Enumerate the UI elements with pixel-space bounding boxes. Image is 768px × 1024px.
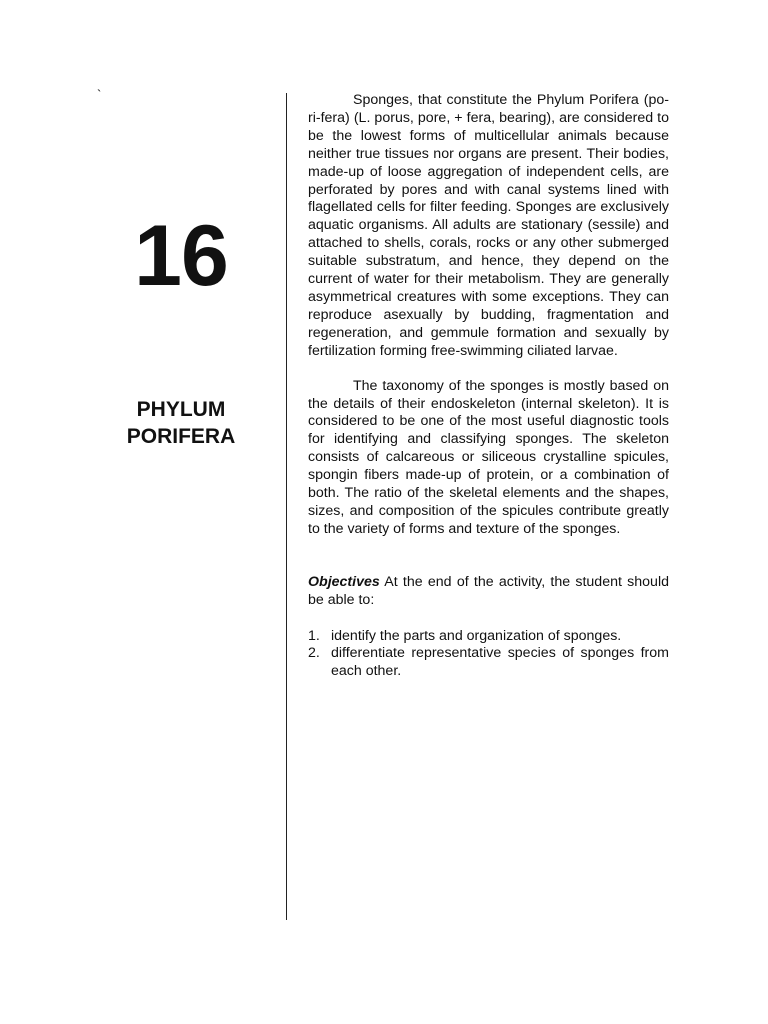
objective-item <box>308 628 669 646</box>
objective-number: 2. <box>308 645 320 662</box>
tick-mark: ` <box>97 87 102 102</box>
chapter-title-line-2: PORIFERA <box>126 425 236 448</box>
chapter-number: 16 <box>134 208 228 304</box>
intro-paragraph: Sponges, that constitute the Phylum Porifera (po-ri-fera) (L. porus, pore, + fera, bearing), are considered to be the lowest forms of multicellular animals because neither true tissues nor organs are present. Their bodies, made-up of loose aggregation of independent cells, are perforated by pores and with canal systems lined with flagellated cells for filter feeding. Sponges are exclusively aquatic organisms. All adults are stationary (sessile) and attached to shells, corals, rocks or any other submerged suitable substratum, and hence, they depend on the current of water for their metabolism. They are generally asymmetrical creatures with some exceptions. They can reproduce asexually by budding, fragmentation and regeneration, and gemmule formation and sexually by fertilization forming free-swimming ciliated larvae. <box>308 92 669 359</box>
objectives-list <box>308 628 669 682</box>
objectives-intro: At the end of the activity, the student should be able to: <box>308 573 669 608</box>
objective-item <box>308 645 669 681</box>
objectives-paragraph <box>308 574 669 610</box>
chapter-title-line-1: PHYLUM <box>136 398 226 421</box>
objective-text: identify the parts and organization of sponges. <box>331 627 622 644</box>
column-divider <box>286 93 287 920</box>
objective-text: differentiate representative species of sponges from each other. <box>331 645 669 680</box>
chapter-title <box>96 396 266 450</box>
body-column <box>308 92 669 681</box>
objectives-label: Objectives <box>308 573 380 590</box>
taxonomy-paragraph: The taxonomy of the sponges is mostly based on the details of their endoskeleton (internal skeleton). It is considered to be one of the most useful diagnostic tools for identifying and classifying sponges. The skeleton consists of calcareous or siliceous crystalline spicules, spongin fibers made-up of protein, or a combination of both. The ratio of the skeletal elements and the shapes, sizes, and composition of the spicules contribute greatly to the variety of forms and texture of the sponges. <box>308 377 669 537</box>
objective-number: 1. <box>308 627 320 644</box>
